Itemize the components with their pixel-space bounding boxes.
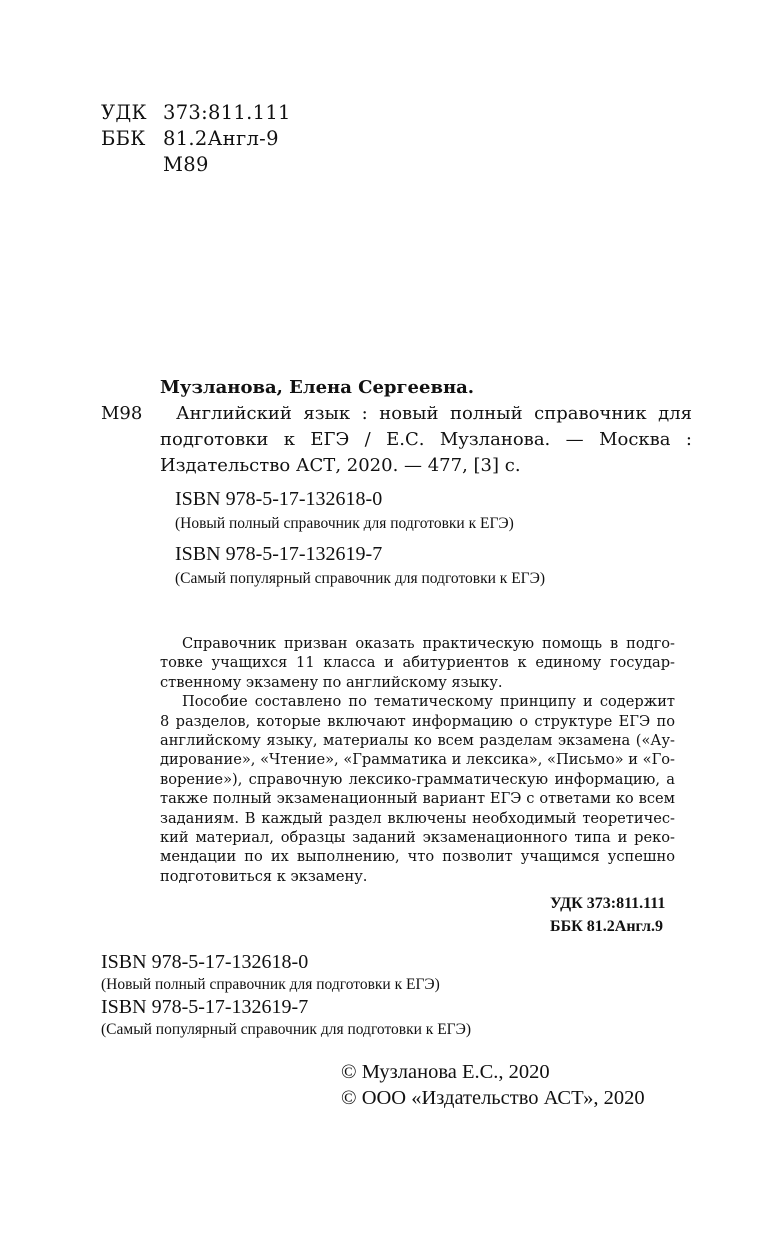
annotation-line: также полный экзаменационный вариант ЕГЭ с ответами ко всем [160,790,675,808]
isbn-secondary-note: (Самый популярный справочник для подготовки к ЕГЭ) [175,570,546,587]
annotation-bbk: ББК 81.2Англ.9 [550,918,663,935]
annotation-line: дирование», «Чтение», «Грамматика и лексика», «Письмо» и «Го- [160,751,675,769]
isbn-primary-note: (Новый полный справочник для подготовки к ЕГЭ) [175,515,514,532]
bbk-label: ББК [101,127,146,150]
annotation-line: Пособие составлено по тематическому принципу и содержит [182,693,675,711]
bottom-isbn-primary-note: (Новый полный справочник для подготовки к ЕГЭ) [101,976,440,993]
annotation-line: заданиям. В каждый раздел включены необходимый теоретичес- [160,809,675,827]
description-line: подготовки к ЕГЭ / Е.С. Музланова. — Москва : [160,429,692,450]
annotation-line: ственному экзамену по английскому языку. [160,673,503,691]
annotation-line: кий материал, образцы заданий экзаменационного типа и реко- [160,829,675,847]
description-line: Издательство АСТ, 2020. — 477, [3] с. [160,455,521,476]
annotation-line: подготовиться к экзамену. [160,867,368,885]
annotation-line: 8 разделов, которые включают информацию о структуре ЕГЭ по [160,712,675,730]
author-mark: М89 [163,153,209,176]
isbn-primary: ISBN 978-5-17-132618-0 [175,488,383,510]
bottom-isbn-primary: ISBN 978-5-17-132618-0 [101,951,309,973]
udk-label: УДК [101,101,147,124]
copyright-author: © Музланова Е.С., 2020 [341,1061,550,1083]
description-line: Английский язык : новый полный справочник для [176,403,692,424]
bbk-value: 81.2Англ-9 [163,127,279,150]
isbn-secondary: ISBN 978-5-17-132619-7 [175,543,383,565]
bibliographic-description [160,401,692,479]
annotation-line: мендации по их выполнению, что позволит учащимся успешно [160,848,675,866]
author-code: М98 [101,403,143,424]
bbk-line [101,126,279,152]
annotation-line: ворение»), справочную лексико-грамматическую информацию, а [160,770,675,788]
udk-value: 373:811.111 [163,101,291,124]
bottom-isbn-secondary-note: (Самый популярный справочник для подготовки к ЕГЭ) [101,1021,472,1038]
bottom-isbn-secondary: ISBN 978-5-17-132619-7 [101,996,309,1018]
annotation-line: английскому языку, материалы ко всем разделам экзамена («Ау- [160,732,675,750]
author-name: Музланова, Елена Сергеевна. [160,377,475,398]
annotation [160,634,675,886]
udk-line [101,100,291,126]
annotation-line: Справочник призван оказать практическую помощь в подго- [182,635,675,652]
copyright-publisher: © ООО «Издательство АСТ», 2020 [341,1087,645,1109]
annotation-udk: УДК 373:811.111 [550,895,666,912]
annotation-line: товке учащихся 11 класса и абитуриентов к единому государ- [160,654,675,672]
